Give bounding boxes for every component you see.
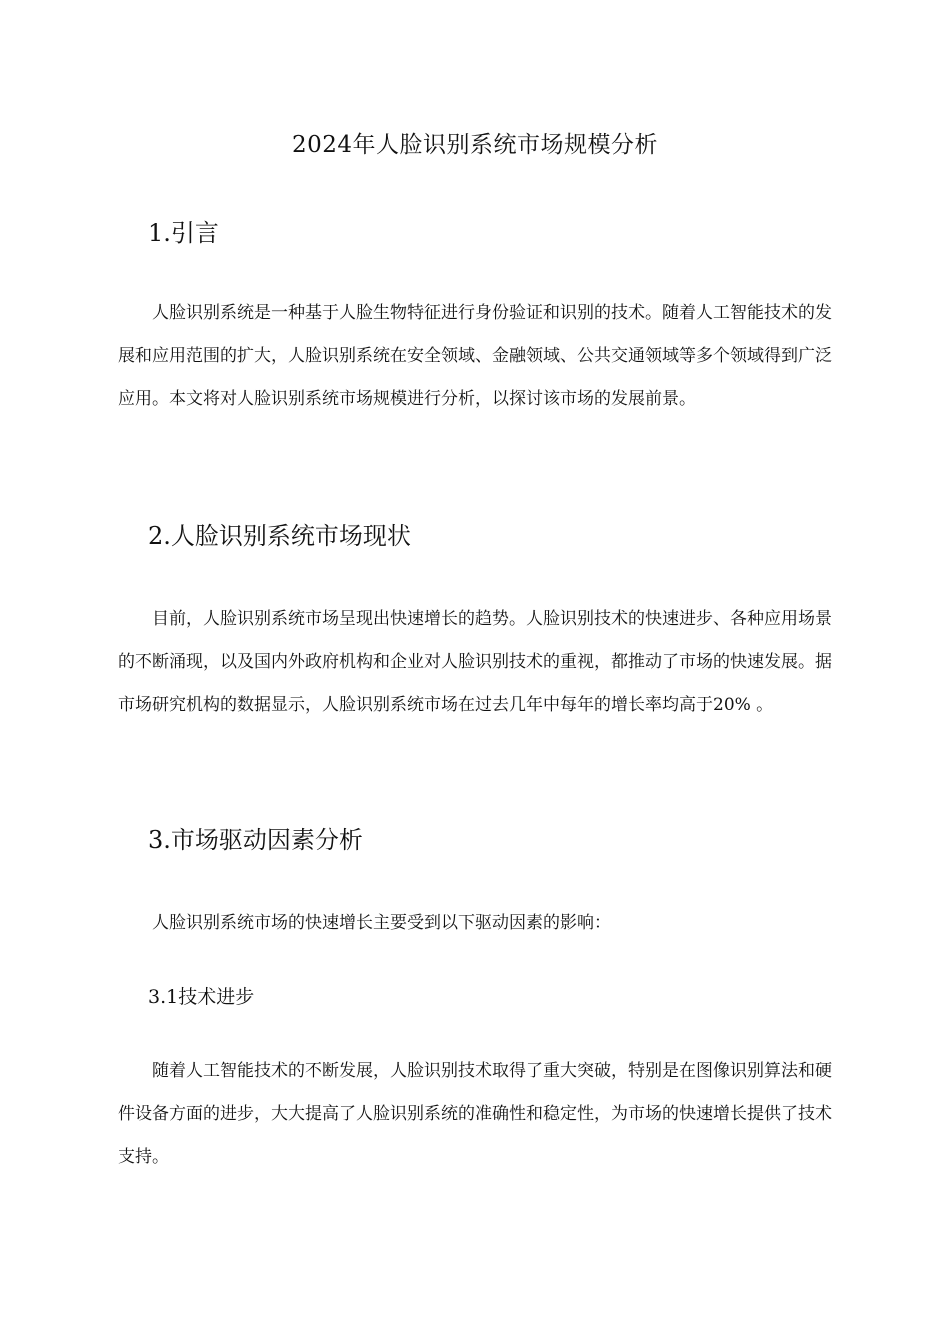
subsection-heading-technology: 3.1技术进步 bbox=[148, 986, 255, 1008]
subsection-paragraph-technology: 随着人工智能技术的不断发展，人脸识别技术取得了重大突破，特别是在图像识别算法和硬件设备方面的进步，大大提高了人脸识别系统的准确性和稳定性，为市场的快速增长提供了技术支持。 bbox=[118, 1061, 832, 1167]
section-paragraph-market-status: 目前，人脸识别系统市场呈现出快速增长的趋势。人脸识别技术的快速进步、各种应用场景的不断涌现，以及国内外政府机构和企业对人脸识别技术的重视，都推动了市场的快速发展。据市场研究机构的数据显示，人脸识别系统市场在过去几年中每年的增长率均高于20% 。 bbox=[118, 609, 832, 715]
section-heading-drivers: 3.市场驱动因素分析 bbox=[148, 826, 363, 854]
section-paragraph-drivers: 人脸识别系统市场的快速增长主要受到以下驱动因素的影响： bbox=[152, 913, 611, 933]
section-heading-market-status: 2.人脸识别系统市场现状 bbox=[148, 522, 411, 550]
section-paragraph-introduction: 人脸识别系统是一种基于人脸生物特征进行身份验证和识别的技术。随着人工智能技术的发展和应用范围的扩大，人脸识别系统在安全领域、金融领域、公共交通领域等多个领域得到广泛应用。本文将对人脸识别系统市场规模进行分析，以探讨该市场的发展前景。 bbox=[118, 303, 832, 409]
section-heading-introduction: 1.引言 bbox=[148, 219, 219, 247]
document-title: 2024年人脸识别系统市场规模分析 bbox=[291, 132, 659, 158]
